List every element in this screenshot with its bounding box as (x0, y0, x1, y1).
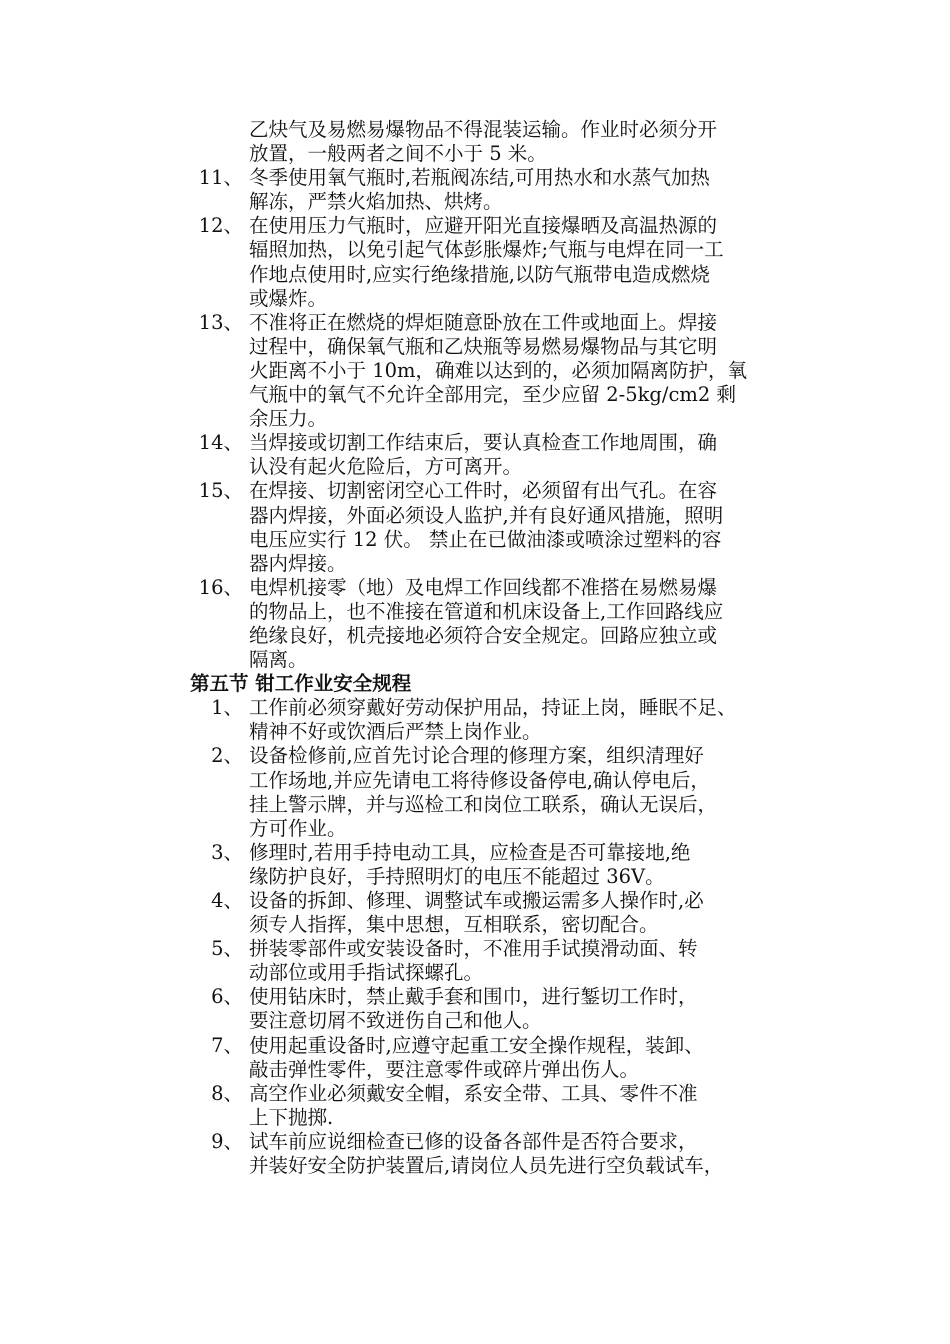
list-item-text: 工作前必须穿戴好劳动保护用品，持证上岗，睡眠不足、 精神不好或饮酒后严禁上岗作业。 (249, 696, 737, 744)
list-item (0, 431, 950, 479)
list-item-number: 12、 (198, 214, 243, 238)
continuation-paragraph (0, 118, 950, 166)
list-item-text: 高空作业必须戴安全帽，系安全带、工具、零件不准 上下抛掷. (249, 1081, 698, 1129)
list-item-text: 冬季使用氧气瓶时,若瓶阀冻结,可用热水和水蒸气加热 解冻，严禁火焰加热、烘烤。 (249, 166, 710, 214)
list-item-number: 4、 (211, 889, 243, 912)
list-item-number: 3、 (211, 840, 243, 864)
list-item-text: 修理时,若用手持电动工具，应检查是否可靠接地,绝 缘防护良好，手持照明灯的电压不能超过 36V。 (249, 840, 691, 888)
list-item-number: 16、 (198, 575, 243, 599)
list-item-number: 6、 (211, 985, 243, 1009)
list-item-text: 试车前应说细检查已修的设备各部件是否符合要求， 并装好安全防护装置后,请岗位人员先进行空负载试车， (249, 1129, 724, 1178)
list-item (0, 744, 950, 840)
list-item (0, 576, 950, 672)
list-item (0, 1130, 950, 1178)
list-item-text: 不准将正在燃烧的焊炬随意卧放在工件或地面上。焊接 过程中，确保氧气瓶和乙炔瓶等易燃易爆物品与其它明 火距离不小于 10m，确难以达到的，必须加隔离防护，氧 气瓶中的氧气不允许全部用完，至少应留 2-5kg/cm2 剩 余压力。 (249, 310, 748, 431)
list-item-number: 14、 (198, 431, 243, 455)
list-item-number: 9、 (211, 1129, 243, 1153)
list-item-text: 电焊机接零（地）及电焊工作回线都不准搭在易燃易爆 的物品上，也不准接在管道和机床设备上,工作回路线应 绝缘良好，机壳接地必须符合安全规定。回路应独立或 隔离。 (249, 575, 724, 672)
list-item-number: 5、 (211, 937, 243, 961)
list-item (0, 889, 950, 937)
list-item (0, 937, 950, 985)
list-item-number: 13、 (198, 310, 243, 334)
list-item (0, 985, 950, 1033)
list-item-number: 7、 (211, 1033, 243, 1057)
list-item-number: 8、 (211, 1081, 243, 1105)
list-item-text: 设备检修前,应首先讨论合理的修理方案，组织清理好 工作场地,并应先请电工将待修设备停电,确认停电后， 挂上警示牌，并与巡检工和岗位工联系，确认无误后， 方可作业。 (249, 744, 718, 840)
document-body (0, 118, 950, 1178)
list-item-text: 拼装零部件或安装设备时，不准用手试摸滑动面、转 动部位或用手指试探螺孔。 (249, 937, 698, 985)
list-item (0, 1034, 950, 1082)
list-item-text: 在焊接、切割密闭空心工件时，必须留有出气孔。在容 器内焊接，外面必须设人监护,并有良好通风措施，照明 电压应实行 12 伏。 禁止在已做油漆或喷涂过塑料的容 器内焊接。 (249, 479, 724, 575)
list-item (0, 479, 950, 575)
list-item-number: 15、 (198, 479, 243, 503)
list-item-text: 当焊接或切割工作结束后，要认真检查工作地周围，确 认没有起火危险后，方可离开。 (249, 431, 718, 479)
list-item-text: 在使用压力气瓶时，应避开阳光直接爆晒及高温热源的 辐照加热，以免引起气体彭胀爆炸;气瓶与电焊在同一工 作地点使用时,应实行绝缘措施,以防气瓶带电造成燃烧 或爆炸。 (249, 214, 724, 310)
list-item-number: 2、 (211, 744, 243, 768)
list-item-number: 1、 (211, 696, 243, 720)
list-item-number: 11、 (198, 166, 243, 190)
list-item-text: 设备的拆卸、修理、调整试车或搬运需多人操作时,必 须专人指挥，集中思想，互相联系，密切配合。 (249, 889, 704, 937)
list-item (0, 1082, 950, 1130)
list-item (0, 311, 950, 431)
list-item-text: 使用钻床时，禁止戴手套和围巾，进行錾切工作时， 要注意切屑不致迸伤自己和他人。 (249, 985, 698, 1033)
section-heading: 第五节 钳工作业安全规程 (190, 672, 412, 696)
list-item-text: 使用起重设备时,应遵守起重工安全操作规程，装卸、 敲击弹性零件，要注意零件或碎片弹出伤人。 (249, 1033, 704, 1081)
list-item (0, 841, 950, 889)
list-item (0, 166, 950, 214)
list-item (0, 214, 950, 310)
continuation-text: 乙炔气及易燃易爆物品不得混装运输。作业时必须分开 放置，一般两者之间不小于 5 米。 (249, 118, 718, 166)
list-item (0, 696, 950, 744)
